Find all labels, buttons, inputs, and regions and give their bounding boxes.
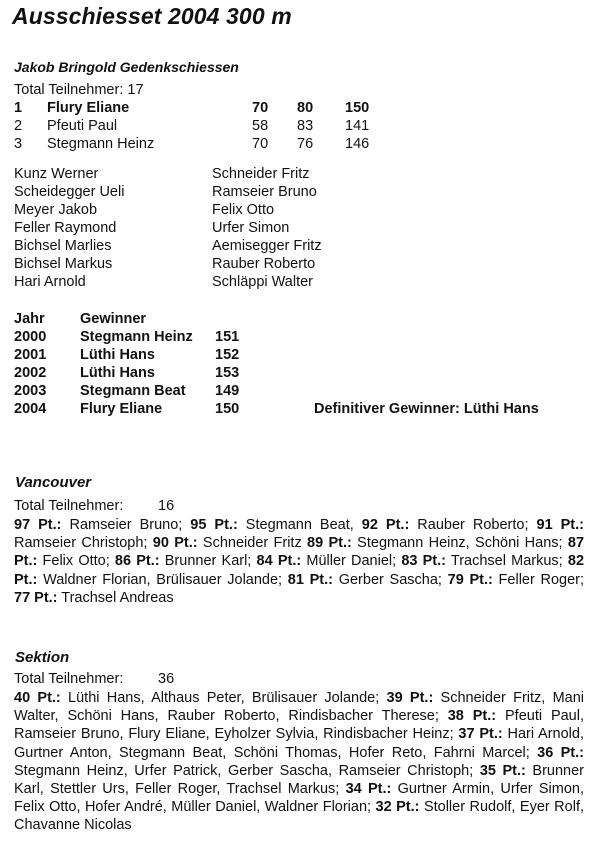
participant-name: Meyer Jakob	[14, 202, 98, 218]
vancouver-title: Vancouver	[15, 474, 92, 491]
rank-score-1: 58	[252, 118, 269, 134]
winner-row	[0, 383, 598, 401]
result-names: Stegmann Heinz, Urfer Patrick, Gerber Sascha, Ramseier Christoph;	[14, 762, 480, 779]
rank-name: Flury Eliane	[47, 100, 130, 116]
result-names: Lüthi Hans, Althaus Peter, Brülisauer Jolande;	[60, 690, 387, 706]
sektion-title: Sektion	[15, 649, 70, 666]
result-names: Stegmann Heinz, Schöni Hans;	[351, 535, 568, 552]
result-names: Pfeuti Paul, Ramseier Bruno, Flury Eliane, Eyholzer Sylvia, Rindisbacher Heinz;	[14, 708, 585, 743]
result-names: Rauber Roberto;	[409, 517, 537, 533]
winner-score: 150	[215, 401, 240, 417]
result-names: Feller Roger;	[492, 571, 585, 588]
winners-header	[0, 311, 598, 329]
points-label: 35 Pt.:	[479, 762, 526, 779]
result-names: Trachsel Markus;	[446, 553, 568, 570]
year-header: Jahr	[14, 311, 45, 327]
points-label: 32 Pt.:	[375, 799, 420, 816]
points-label: 77 Pt.:	[14, 589, 58, 606]
winner-name: Lüthi Hans	[80, 347, 155, 363]
ranking-row	[0, 100, 598, 118]
winner-year: 2003	[14, 383, 47, 399]
winner-year: 2002	[14, 365, 47, 381]
participant-name: Hari Arnold	[14, 274, 86, 290]
result-names: Gurtner Armin, Urfer Simon, Felix Otto, Hofer André, Müller Daniel, Waldner Florian;	[14, 781, 585, 816]
winner-year: 2000	[14, 329, 47, 345]
winner-name: Stegmann Heinz	[80, 329, 193, 345]
vancouver-total	[14, 498, 175, 514]
points-label: 37 Pt.:	[458, 726, 503, 743]
result-names: Felix Otto;	[37, 553, 115, 570]
winner-header: Gewinner	[80, 311, 147, 327]
winner-score: 151	[215, 329, 240, 345]
participant-name: Bichsel Markus	[14, 256, 113, 272]
sektion-total	[14, 671, 175, 687]
points-label: 36 Pt.:	[537, 744, 584, 761]
result-names: Ramseier Christoph;	[14, 535, 153, 552]
result-names: Schneider Fritz	[197, 535, 308, 552]
winner-score: 149	[215, 383, 240, 399]
participant-name: Urfer Simon	[212, 220, 290, 236]
rank-name: Pfeuti Paul	[47, 118, 118, 134]
points-label: 92 Pt.:	[361, 517, 410, 533]
points-label: 86 Pt.:	[114, 553, 160, 570]
points-label: 90 Pt.:	[152, 535, 198, 552]
participant-name: Scheidegger Ueli	[14, 184, 125, 200]
result-names: Trachsel Andreas	[57, 589, 174, 606]
rank-sum: 141	[345, 118, 370, 134]
rank-number: 2	[14, 118, 23, 134]
participant-name: Felix Otto	[212, 202, 275, 218]
winner-name: Flury Eliane	[80, 401, 163, 417]
points-label: 82 Pt.:	[14, 553, 585, 588]
gedenk-total: Total Teilnehmer: 17	[14, 82, 144, 98]
winner-year: 2001	[14, 347, 47, 363]
points-label: 91 Pt.:	[536, 517, 584, 533]
winner-name: Lüthi Hans	[80, 365, 155, 381]
total-label: Total Teilnehmer:	[14, 498, 124, 514]
result-names: Gerber Sascha;	[333, 571, 448, 588]
definitive-winner: Definitiver Gewinner: Lüthi Hans	[314, 401, 539, 417]
winner-name: Stegmann Beat	[80, 383, 186, 399]
points-label: 81 Pt.:	[287, 571, 333, 588]
result-names: Waldner Florian, Brülisauer Jolande;	[37, 571, 288, 588]
result-names: Brunner Karl, Stettler Urs, Feller Roger, Trachsel Markus;	[14, 762, 584, 798]
participant-name: Schneider Fritz	[212, 166, 310, 182]
points-label: 84 Pt.:	[256, 553, 302, 570]
winner-row	[0, 329, 598, 347]
sektion-results	[14, 689, 584, 835]
gedenk-subtitle: Jakob Bringold Gedenkschiessen	[14, 59, 239, 75]
rank-score-2: 83	[297, 118, 314, 134]
participant-name: Bichsel Marlies	[14, 238, 112, 254]
result-names: Ramseier Bruno;	[61, 517, 191, 533]
total-label: Total Teilnehmer:	[14, 671, 124, 687]
rank-score-1: 70	[252, 100, 269, 116]
participant-name: Rauber Roberto	[212, 256, 316, 272]
rank-score-2: 80	[297, 100, 314, 116]
rank-number: 1	[14, 100, 23, 116]
rank-score-1: 70	[252, 136, 269, 152]
points-label: 87 Pt.:	[14, 535, 585, 570]
rank-score-2: 76	[297, 136, 314, 152]
total-value: 16	[158, 498, 175, 514]
winner-row	[0, 365, 598, 383]
points-label: 89 Pt.:	[307, 535, 352, 552]
result-names: Stoller Rudolf, Eyer Rolf, Chavanne Nicolas	[14, 799, 584, 834]
ranking-row	[0, 118, 598, 136]
total-value: 36	[158, 671, 175, 687]
winner-row	[0, 347, 598, 365]
page-title: Ausschiesset 2004 300 m	[12, 3, 292, 29]
points-label: 34 Pt.:	[345, 781, 392, 798]
participant-name: Kunz Werner	[14, 166, 99, 182]
rank-sum: 150	[345, 100, 370, 116]
vancouver-results	[14, 516, 584, 607]
points-label: 83 Pt.:	[401, 553, 446, 570]
result-names: Müller Daniel;	[301, 553, 402, 570]
points-label: 79 Pt.:	[447, 571, 493, 588]
result-names: Stegmann Beat,	[237, 517, 362, 533]
points-label: 40 Pt.:	[14, 690, 61, 706]
result-names: Schneider Fritz, Mani Walter, Schöni Hans, Rauber Roberto, Rindisbacher Therese;	[14, 690, 585, 725]
points-label: 97 Pt.:	[14, 517, 62, 533]
points-label: 39 Pt.:	[386, 690, 434, 706]
points-label: 38 Pt.:	[447, 708, 497, 725]
participant-name: Feller Raymond	[14, 220, 117, 236]
rank-sum: 146	[345, 136, 370, 152]
points-label: 95 Pt.:	[190, 517, 238, 533]
winner-year: 2004	[14, 401, 47, 417]
participant-name: Aemisegger Fritz	[212, 238, 322, 254]
rank-name: Stegmann Heinz	[47, 136, 155, 152]
winner-score: 152	[215, 347, 240, 363]
participant-name: Schläppi Walter	[212, 274, 314, 290]
participant-name: Ramseier Bruno	[212, 184, 317, 200]
winner-row	[0, 401, 598, 419]
result-names: Hari Arnold, Gurtner Anton, Stegmann Beat, Schöni Thomas, Hofer Reto, Fahrni Marcel;	[14, 726, 584, 761]
rank-number: 3	[14, 136, 23, 152]
ranking-row	[0, 136, 598, 154]
winner-score: 153	[215, 365, 240, 381]
result-names: Brunner Karl;	[159, 553, 257, 570]
